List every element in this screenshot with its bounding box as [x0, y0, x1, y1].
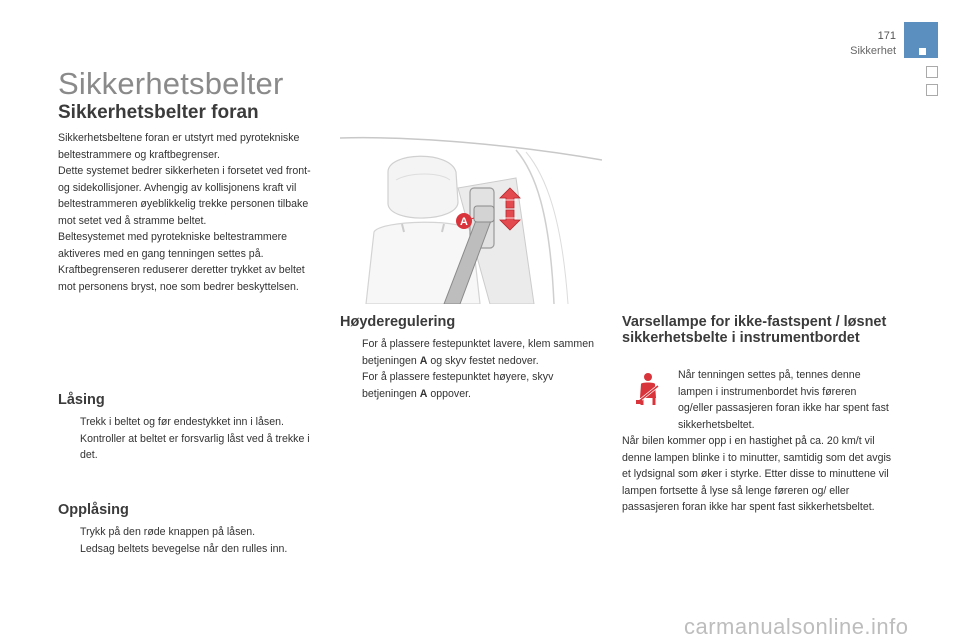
lasing-list — [58, 414, 320, 464]
intro-paragraph: Beltesystemet med pyrotekniske beltestrammere aktiveres med en gang tenningen settes på. — [58, 231, 288, 260]
page-title: Sikkerhetsbelter — [58, 66, 284, 101]
list-item — [340, 369, 598, 402]
chapter-box-icon[interactable] — [926, 66, 938, 78]
list-item-text: For å plassere festepunktet høyere, skyv betjeningen — [362, 371, 554, 400]
list-item — [58, 541, 320, 558]
list-item — [58, 524, 320, 541]
opplasing-heading: Opplåsing — [58, 502, 129, 518]
page-section-label: Sikkerhet — [850, 45, 896, 57]
list-item — [340, 336, 598, 369]
control-label: A — [419, 354, 428, 367]
list-item-text: For å plassere festepunktet lavere, klem sammen betjeningen — [362, 338, 594, 367]
varsellampe-text: Når bilen kommer opp i en hastighet på ca. 20 km/t vil denne lampen blinke i to minutter, samtidig som det avgis et lydsignal som øker i styrke. Etter disse to minuttene vil lampen fortsette å lyse så lenge føreren og/ eller passasjeren foran ikke har spent fast sikkerhetsbeltet. — [622, 435, 892, 513]
list-item — [58, 431, 320, 464]
list-item-text: Trykk på den røde knappen på låsen. — [80, 526, 256, 538]
page-number: 171 — [877, 30, 896, 42]
varsellampe-text: Når tenningen settes på, tennes denne lampen i instrumenbordet hvis føreren og/eller passasjeren foran ikke har spent fast sikkerhetsbeltet. — [678, 369, 889, 431]
intro-paragraph: Dette systemet bedrer sikkerheten i forsetet ved front- og sidekollisjoner. Avhengig av kollisjonens kraft vil beltestrammeren øyeblikkelig trekke personen tilbake mot setet ved å stramme beltet. — [58, 165, 311, 227]
seatbelt-height-illustration — [340, 132, 602, 304]
watermark: carmanualsonline.info — [684, 614, 909, 639]
list-item-text: Kontroller at beltet er forsvarlig låst ved å trekke i det. — [80, 432, 310, 461]
intro-paragraph: Kraftbegrenseren reduserer deretter trykket av beltet mot personens bryst, noe som bedrer beskyttelsen. — [58, 264, 305, 293]
control-label: A — [419, 387, 428, 400]
intro-text — [58, 130, 320, 295]
intro-paragraph: Sikkerhetsbeltene foran er utstyrt med pyrotekniske beltestrammere og kraftbegrenser. — [58, 132, 300, 161]
lasing-heading: Låsing — [58, 392, 105, 408]
list-item-text: og skyv festet nedover. — [427, 354, 539, 367]
seatbelt-warning-icon — [634, 372, 662, 408]
section-title: Sikkerhetsbelter foran — [58, 102, 259, 123]
list-item-text: Ledsag beltets bevegelse når den rulles inn. — [80, 542, 288, 555]
hoyderegulering-list — [340, 336, 598, 402]
hoyderegulering-heading: Høyderegulering — [340, 314, 456, 330]
list-item-text: Trekk i beltet og før endestykket inn i låsen. — [80, 416, 284, 428]
varsellampe-heading: Varsellampe for ikke-fastspent / løsnet sikkerhetsbelte i instrumentbordet — [622, 314, 887, 346]
opplasing-list — [58, 524, 320, 557]
list-item-text: oppover. — [427, 387, 471, 400]
chapter-box-icon[interactable] — [926, 84, 938, 96]
tab-marker-icon — [919, 48, 926, 55]
chapter-tab[interactable] — [904, 22, 938, 58]
list-item — [58, 414, 320, 431]
marker-a-label: A — [460, 216, 468, 228]
